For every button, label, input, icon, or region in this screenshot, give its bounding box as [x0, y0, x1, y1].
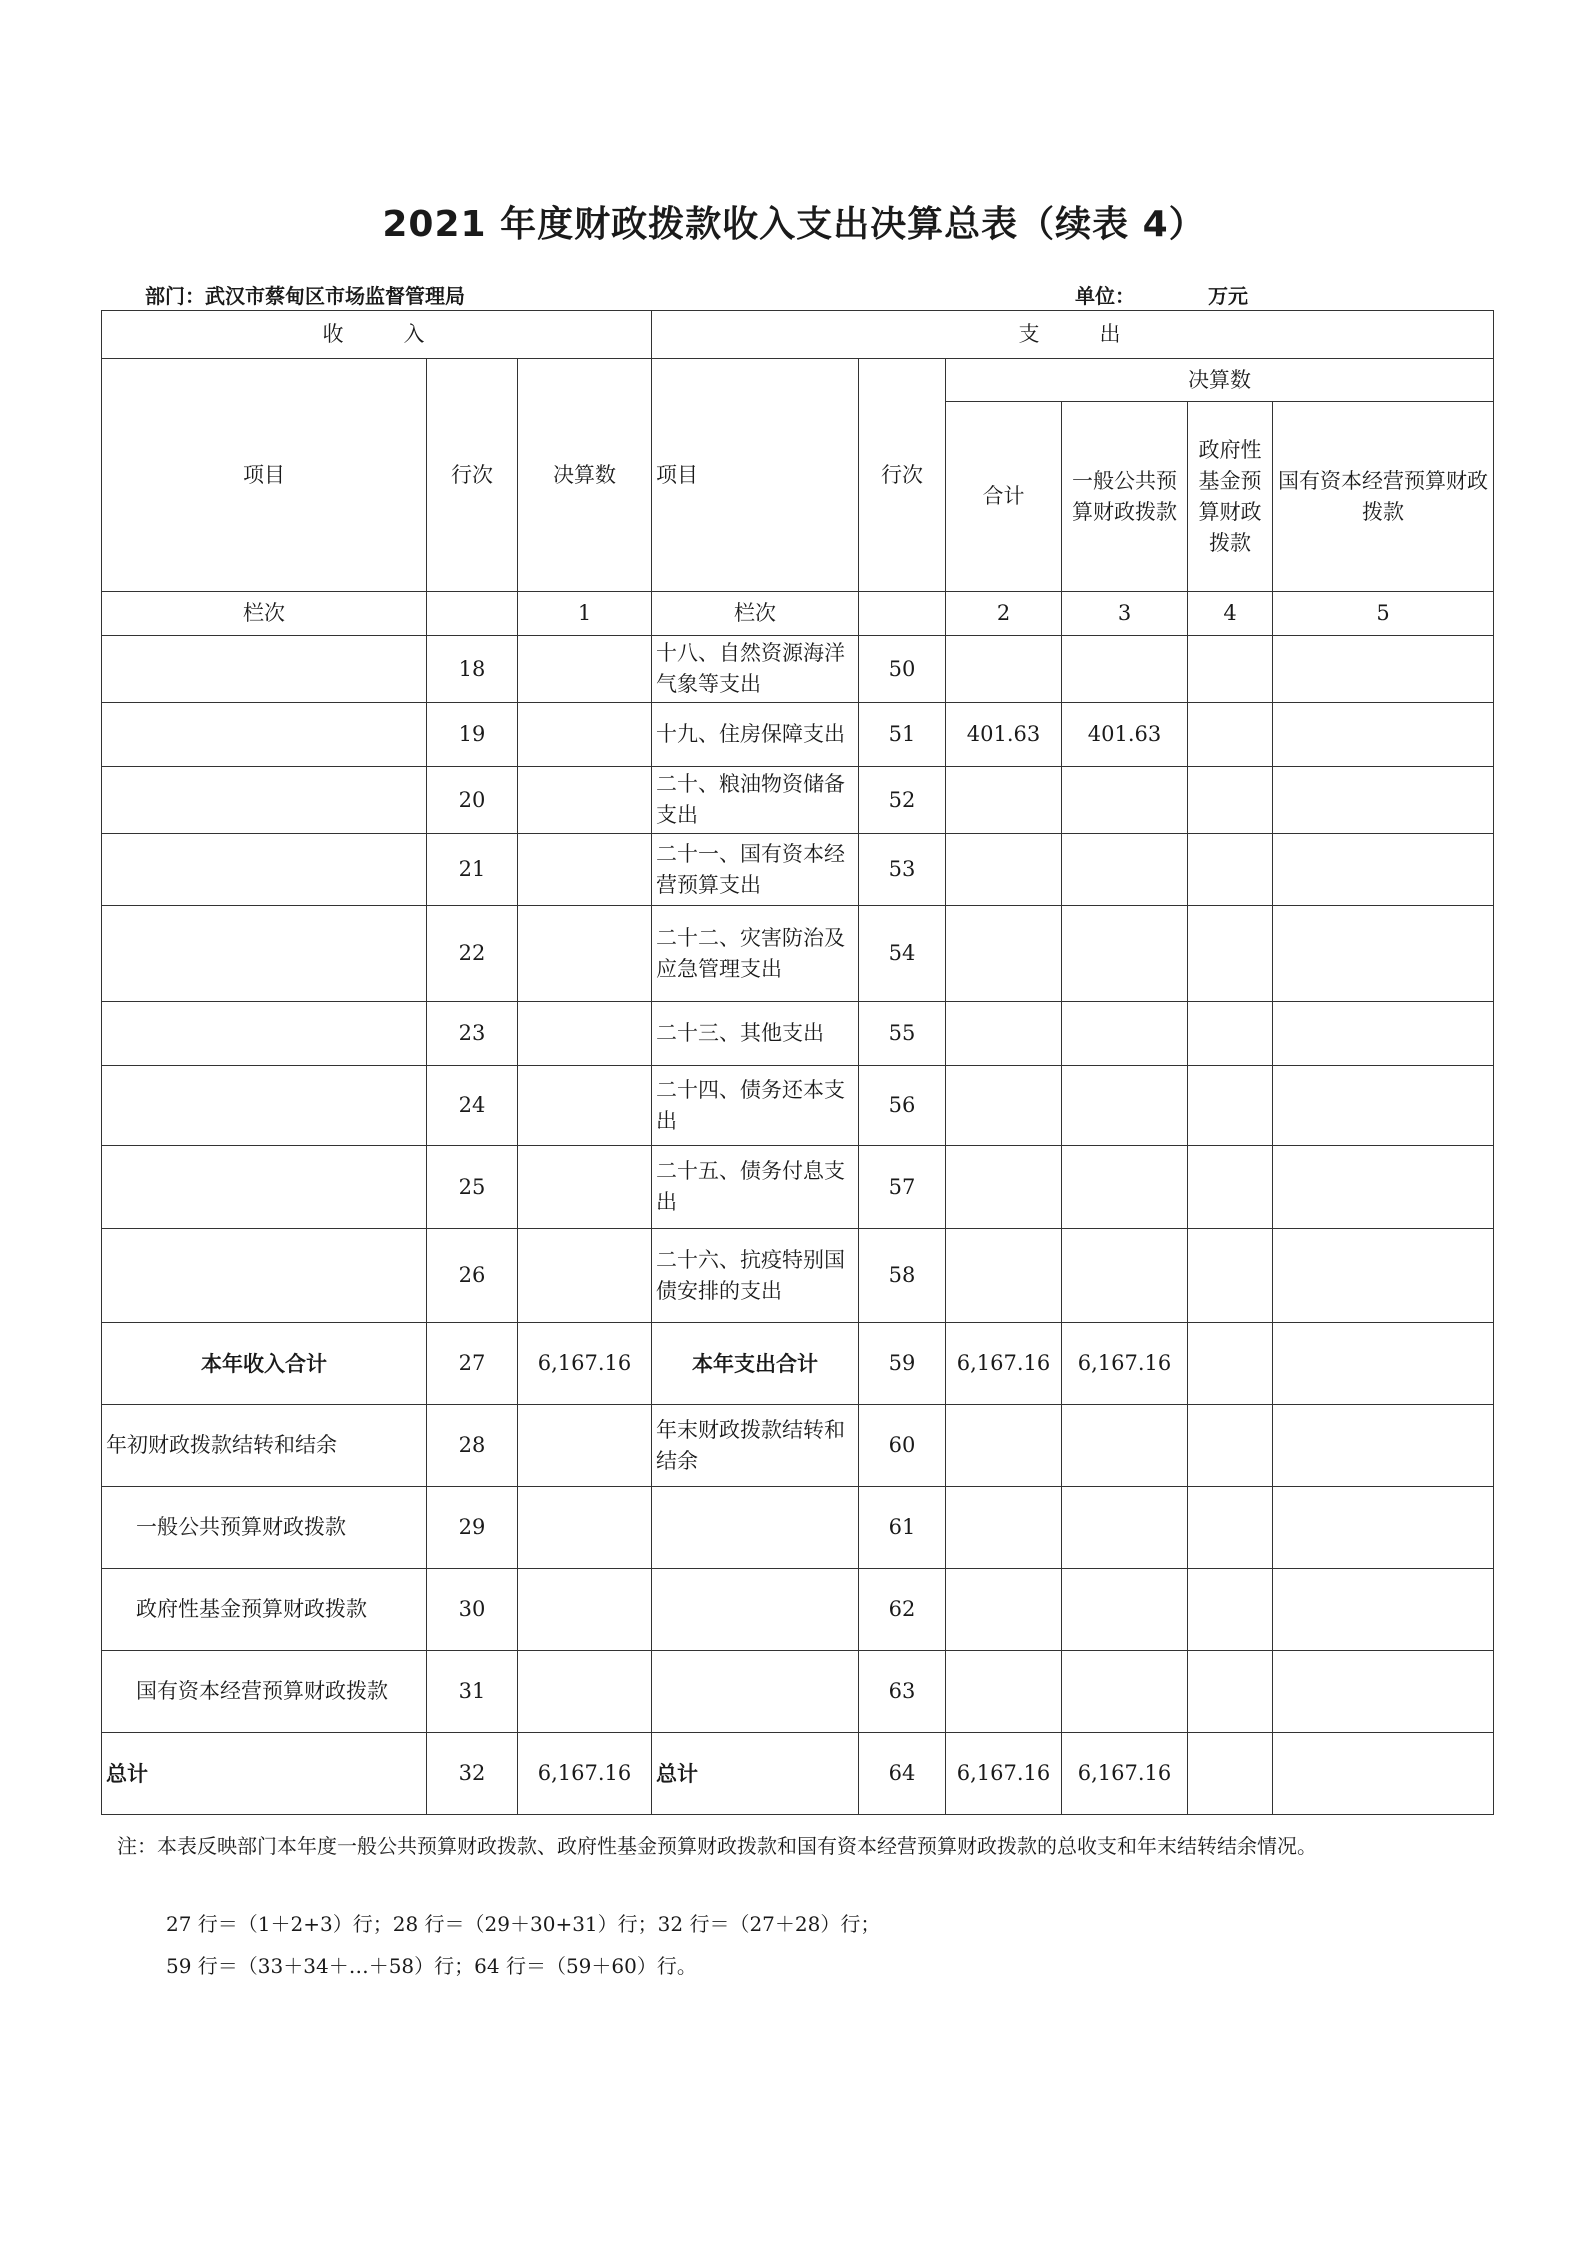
income-amount: 6,167.16	[518, 1733, 652, 1815]
income-amount	[518, 703, 652, 767]
income-amount	[518, 1487, 652, 1569]
income-item: 国有资本经营预算财政拨款	[102, 1651, 427, 1733]
page-title: 2021 年度财政拨款收入支出决算总表（续表 4）	[382, 204, 1206, 245]
expense-row-no: 52	[859, 767, 946, 834]
expense-capital	[1273, 1229, 1494, 1323]
income-item: 一般公共预算财政拨款	[102, 1487, 427, 1569]
expense-total	[946, 1146, 1062, 1229]
expense-item: 总计	[652, 1733, 859, 1815]
table-row	[102, 767, 1494, 834]
table-row	[102, 834, 1494, 906]
col-label-blank-2	[859, 592, 946, 636]
income-amount	[518, 1146, 652, 1229]
col-1: 1	[518, 592, 652, 636]
table-row	[102, 1487, 1494, 1569]
expense-capital	[1273, 1487, 1494, 1569]
expense-item: 年末财政拨款结转和结余	[652, 1405, 859, 1487]
header-amount: 决算数	[518, 359, 652, 592]
col-label: 栏次	[102, 592, 427, 636]
expense-total	[946, 1066, 1062, 1146]
expense-fund	[1188, 1405, 1273, 1487]
expense-fund	[1188, 834, 1273, 906]
expense-row-no: 59	[859, 1323, 946, 1405]
header-gov-fund: 政府性基金预算财政拨款	[1188, 402, 1273, 592]
expense-general	[1062, 906, 1188, 1002]
expense-capital	[1273, 1002, 1494, 1066]
expense-row-no: 56	[859, 1066, 946, 1146]
income-amount	[518, 1569, 652, 1651]
expense-fund	[1188, 1229, 1273, 1323]
income-row-no: 28	[427, 1405, 518, 1487]
income-row-no: 25	[427, 1146, 518, 1229]
department-label: 部门：武汉市蔡甸区市场监督管理局	[145, 284, 465, 308]
expense-general: 6,167.16	[1062, 1323, 1188, 1405]
income-item: 总计	[102, 1733, 427, 1815]
header-general-budget: 一般公共预算财政拨款	[1062, 402, 1188, 592]
income-item: 政府性基金预算财政拨款	[102, 1569, 427, 1651]
income-row-no: 30	[427, 1569, 518, 1651]
header-item: 项目	[102, 359, 427, 592]
expense-total	[946, 1002, 1062, 1066]
expense-row-no: 63	[859, 1651, 946, 1733]
expense-item	[652, 1487, 859, 1569]
expense-row-no: 50	[859, 636, 946, 703]
income-item: 年初财政拨款结转和结余	[102, 1405, 427, 1487]
expense-general	[1062, 1487, 1188, 1569]
expense-row-no: 60	[859, 1405, 946, 1487]
expense-capital	[1273, 1651, 1494, 1733]
table-row	[102, 1323, 1494, 1405]
income-item	[102, 767, 427, 834]
header-state-capital: 国有资本经营预算财政拨款	[1273, 402, 1494, 592]
income-amount	[518, 1066, 652, 1146]
budget-table	[101, 310, 1494, 1815]
income-row-no: 22	[427, 906, 518, 1002]
expense-item: 二十、粮油物资储备支出	[652, 767, 859, 834]
expense-general: 401.63	[1062, 703, 1188, 767]
header-expense: 支 出	[652, 311, 1494, 359]
expense-capital	[1273, 1066, 1494, 1146]
expense-capital	[1273, 1323, 1494, 1405]
expense-item: 二十一、国有资本经营预算支出	[652, 834, 859, 906]
table-row	[102, 1569, 1494, 1651]
expense-row-no: 54	[859, 906, 946, 1002]
header-total: 合计	[946, 402, 1062, 592]
expense-row-no: 62	[859, 1569, 946, 1651]
note-line-1: 注：本表反映部门本年度一般公共预算财政拨款、政府性基金预算财政拨款和国有资本经营预算财政拨款的总收支和年末结转结余情况。	[117, 1834, 1317, 1858]
table-row	[102, 1229, 1494, 1323]
expense-general	[1062, 834, 1188, 906]
expense-total	[946, 1487, 1062, 1569]
expense-total	[946, 1651, 1062, 1733]
expense-general	[1062, 1146, 1188, 1229]
income-amount: 6,167.16	[518, 1323, 652, 1405]
expense-row-no: 58	[859, 1229, 946, 1323]
expense-general	[1062, 636, 1188, 703]
expense-item: 二十三、其他支出	[652, 1002, 859, 1066]
income-row-no: 27	[427, 1323, 518, 1405]
expense-general	[1062, 767, 1188, 834]
expense-capital	[1273, 1569, 1494, 1651]
expense-capital	[1273, 834, 1494, 906]
income-amount	[518, 636, 652, 703]
income-row-no: 26	[427, 1229, 518, 1323]
expense-item	[652, 1569, 859, 1651]
income-amount	[518, 767, 652, 834]
header-item-expense: 项目	[652, 359, 859, 592]
expense-row-no: 53	[859, 834, 946, 906]
table-row	[102, 1002, 1494, 1066]
col-3: 3	[1062, 592, 1188, 636]
expense-row-no: 64	[859, 1733, 946, 1815]
expense-capital	[1273, 767, 1494, 834]
expense-fund	[1188, 906, 1273, 1002]
expense-item: 二十五、债务付息支出	[652, 1146, 859, 1229]
table-row	[102, 703, 1494, 767]
expense-total	[946, 1229, 1062, 1323]
table-row	[102, 1146, 1494, 1229]
expense-fund	[1188, 1651, 1273, 1733]
income-amount	[518, 906, 652, 1002]
expense-item	[652, 1651, 859, 1733]
income-item	[102, 906, 427, 1002]
expense-fund	[1188, 767, 1273, 834]
col-2: 2	[946, 592, 1062, 636]
expense-capital	[1273, 1733, 1494, 1815]
table-row	[102, 906, 1494, 1002]
expense-capital	[1273, 1146, 1494, 1229]
expense-general	[1062, 1569, 1188, 1651]
income-item	[102, 834, 427, 906]
expense-total: 6,167.16	[946, 1733, 1062, 1815]
income-amount	[518, 1651, 652, 1733]
expense-total: 6,167.16	[946, 1323, 1062, 1405]
col-4: 4	[1188, 592, 1273, 636]
expense-general	[1062, 1066, 1188, 1146]
col-label-blank	[427, 592, 518, 636]
expense-item: 十八、自然资源海洋气象等支出	[652, 636, 859, 703]
expense-fund	[1188, 1733, 1273, 1815]
income-item	[102, 1066, 427, 1146]
income-item	[102, 1146, 427, 1229]
header-income: 收 入	[102, 311, 652, 359]
header-final-amount: 决算数	[946, 359, 1494, 402]
expense-capital	[1273, 703, 1494, 767]
income-amount	[518, 1002, 652, 1066]
expense-item: 二十四、债务还本支出	[652, 1066, 859, 1146]
table-row	[102, 1405, 1494, 1487]
expense-fund	[1188, 1569, 1273, 1651]
expense-general	[1062, 1229, 1188, 1323]
col-5: 5	[1273, 592, 1494, 636]
note-line-2: 27 行＝（1＋2+3）行；28 行＝（29＋30+31）行；32 行＝（27＋28）行；	[166, 1912, 881, 1936]
income-row-no: 19	[427, 703, 518, 767]
unit-value: 万元	[1208, 284, 1248, 308]
col-label-expense: 栏次	[652, 592, 859, 636]
income-row-no: 29	[427, 1487, 518, 1569]
expense-fund	[1188, 1146, 1273, 1229]
table-row	[102, 1066, 1494, 1146]
income-amount	[518, 1405, 652, 1487]
income-item	[102, 1229, 427, 1323]
expense-capital	[1273, 906, 1494, 1002]
income-row-no: 23	[427, 1002, 518, 1066]
expense-general	[1062, 1405, 1188, 1487]
income-item	[102, 703, 427, 767]
income-item: 本年收入合计	[102, 1323, 427, 1405]
expense-total	[946, 767, 1062, 834]
expense-fund	[1188, 703, 1273, 767]
expense-item: 二十六、抗疫特别国债安排的支出	[652, 1229, 859, 1323]
table-row	[102, 1733, 1494, 1815]
expense-total	[946, 1405, 1062, 1487]
income-item	[102, 1002, 427, 1066]
expense-row-no: 51	[859, 703, 946, 767]
expense-fund	[1188, 1002, 1273, 1066]
expense-fund	[1188, 1066, 1273, 1146]
expense-fund	[1188, 1323, 1273, 1405]
expense-total	[946, 636, 1062, 703]
table-row	[102, 1651, 1494, 1733]
expense-fund	[1188, 636, 1273, 703]
income-row-no: 18	[427, 636, 518, 703]
header-row-no: 行次	[427, 359, 518, 592]
table-row	[102, 636, 1494, 703]
expense-item: 十九、住房保障支出	[652, 703, 859, 767]
expense-row-no: 61	[859, 1487, 946, 1569]
expense-general: 6,167.16	[1062, 1733, 1188, 1815]
income-row-no: 20	[427, 767, 518, 834]
expense-general	[1062, 1002, 1188, 1066]
expense-item: 本年支出合计	[652, 1323, 859, 1405]
unit-label: 单位：	[1075, 284, 1135, 308]
expense-total	[946, 1569, 1062, 1651]
expense-total: 401.63	[946, 703, 1062, 767]
expense-capital	[1273, 1405, 1494, 1487]
income-amount	[518, 1229, 652, 1323]
expense-fund	[1188, 1487, 1273, 1569]
income-item	[102, 636, 427, 703]
expense-total	[946, 834, 1062, 906]
income-row-no: 31	[427, 1651, 518, 1733]
income-row-no: 21	[427, 834, 518, 906]
expense-capital	[1273, 636, 1494, 703]
expense-row-no: 55	[859, 1002, 946, 1066]
expense-total	[946, 906, 1062, 1002]
note-line-3: 59 行＝（33＋34＋…＋58）行；64 行＝（59＋60）行。	[166, 1954, 697, 1978]
income-amount	[518, 834, 652, 906]
expense-general	[1062, 1651, 1188, 1733]
income-row-no: 32	[427, 1733, 518, 1815]
income-row-no: 24	[427, 1066, 518, 1146]
header-row-no-expense: 行次	[859, 359, 946, 592]
expense-row-no: 57	[859, 1146, 946, 1229]
expense-item: 二十二、灾害防治及应急管理支出	[652, 906, 859, 1002]
